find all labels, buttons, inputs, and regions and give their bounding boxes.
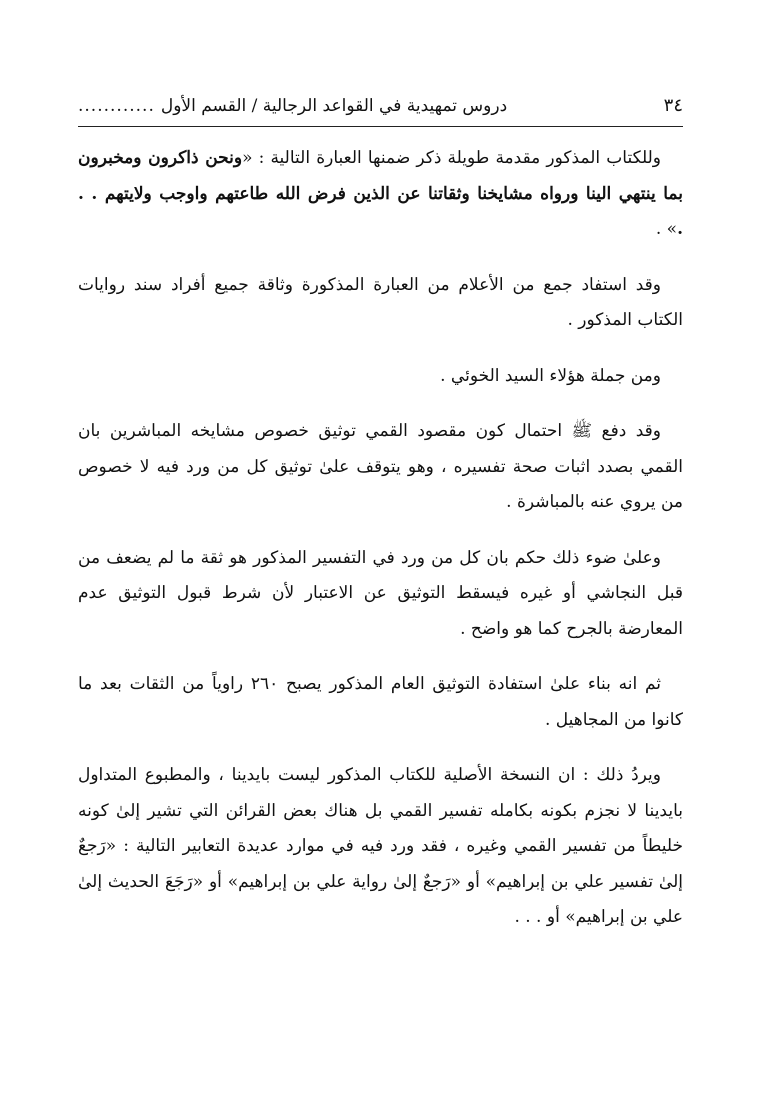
header-rule [78, 126, 683, 127]
paragraph-7: ويردُ ذلك : ان النسخة الأصلية للكتاب المذكور ليست بايدينا ، والمطبوع المتداول بايدينا لا نجزم بكونه بكامله تفسير القمي بل هناك بعض القرائن التي تشير إلىٰ كونه خليطاً من تفسير القمي وغيره ، فقد ورد فيه في موارد عديدة التعابير التالية : «رَجعٌ إلىٰ تفسير علي بن إبراهيم» أو «رَجعٌ إلىٰ رواية علي بن إبراهيم» أو «رَجَعَ الحديث إلىٰ علي بن إبراهيم» أو . . . [78, 765, 683, 927]
paragraph-4: وقد دفع ﷺ احتمال كون مقصود القمي توثيق خصوص مشايخه المباشرين بان القمي بصدد اثبات صحة تفسيره ، وهو يتوقف علىٰ توثيق كل من ورد فيه لا خصوص من يروي عنه بالمباشرة . [78, 421, 683, 512]
paragraph-1-intro: وللكتاب المذكور مقدمة طويلة ذكر ضمنها العبارة التالية : « [242, 148, 661, 168]
paragraph-2: وقد استفاد جمع من الأعلام من العبارة المذكورة وثاقة جميع أفراد سند روايات الكتاب المذكور . [78, 274, 683, 330]
header-title-group [78, 90, 507, 122]
paragraph-6: ثم انه بناء علىٰ استفادة التوثيق العام المذكور يصبح ٢٦٠ راوياً من الثقات بعد ما كانوا من المجاهيل . [78, 674, 683, 730]
header-dots: ............ [78, 96, 155, 116]
page-number: ٣٤ [663, 95, 683, 116]
paragraph-1 [78, 141, 683, 248]
header-title: دروس تمهيدية في القواعد الرجالية / القسم الأول [160, 96, 508, 116]
paragraph-1-end: » . [655, 219, 678, 239]
book-page [78, 90, 683, 956]
paragraph-1-quote: ونحن ذاكرون ومخبرون بما ينتهي الينا ورواه مشايخنا وثقاتنا عن الذين فرض الله طاعتهم واوجب ولايتهم . . . [78, 148, 683, 239]
paragraph-3: ومن جملة هؤلاء السيد الخوئي . [440, 365, 661, 386]
running-header [78, 90, 683, 122]
paragraph-5: وعلىٰ ضوء ذلك حكم بان كل من ورد في التفسير المذكور هو ثقة ما لم يضعف من قبل النجاشي أو غيره فيسقط التوثيق عن الاعتبار لأن شرط قبول التوثيق عدم المعارضة بالجرح كما هو واضح . [78, 547, 683, 639]
